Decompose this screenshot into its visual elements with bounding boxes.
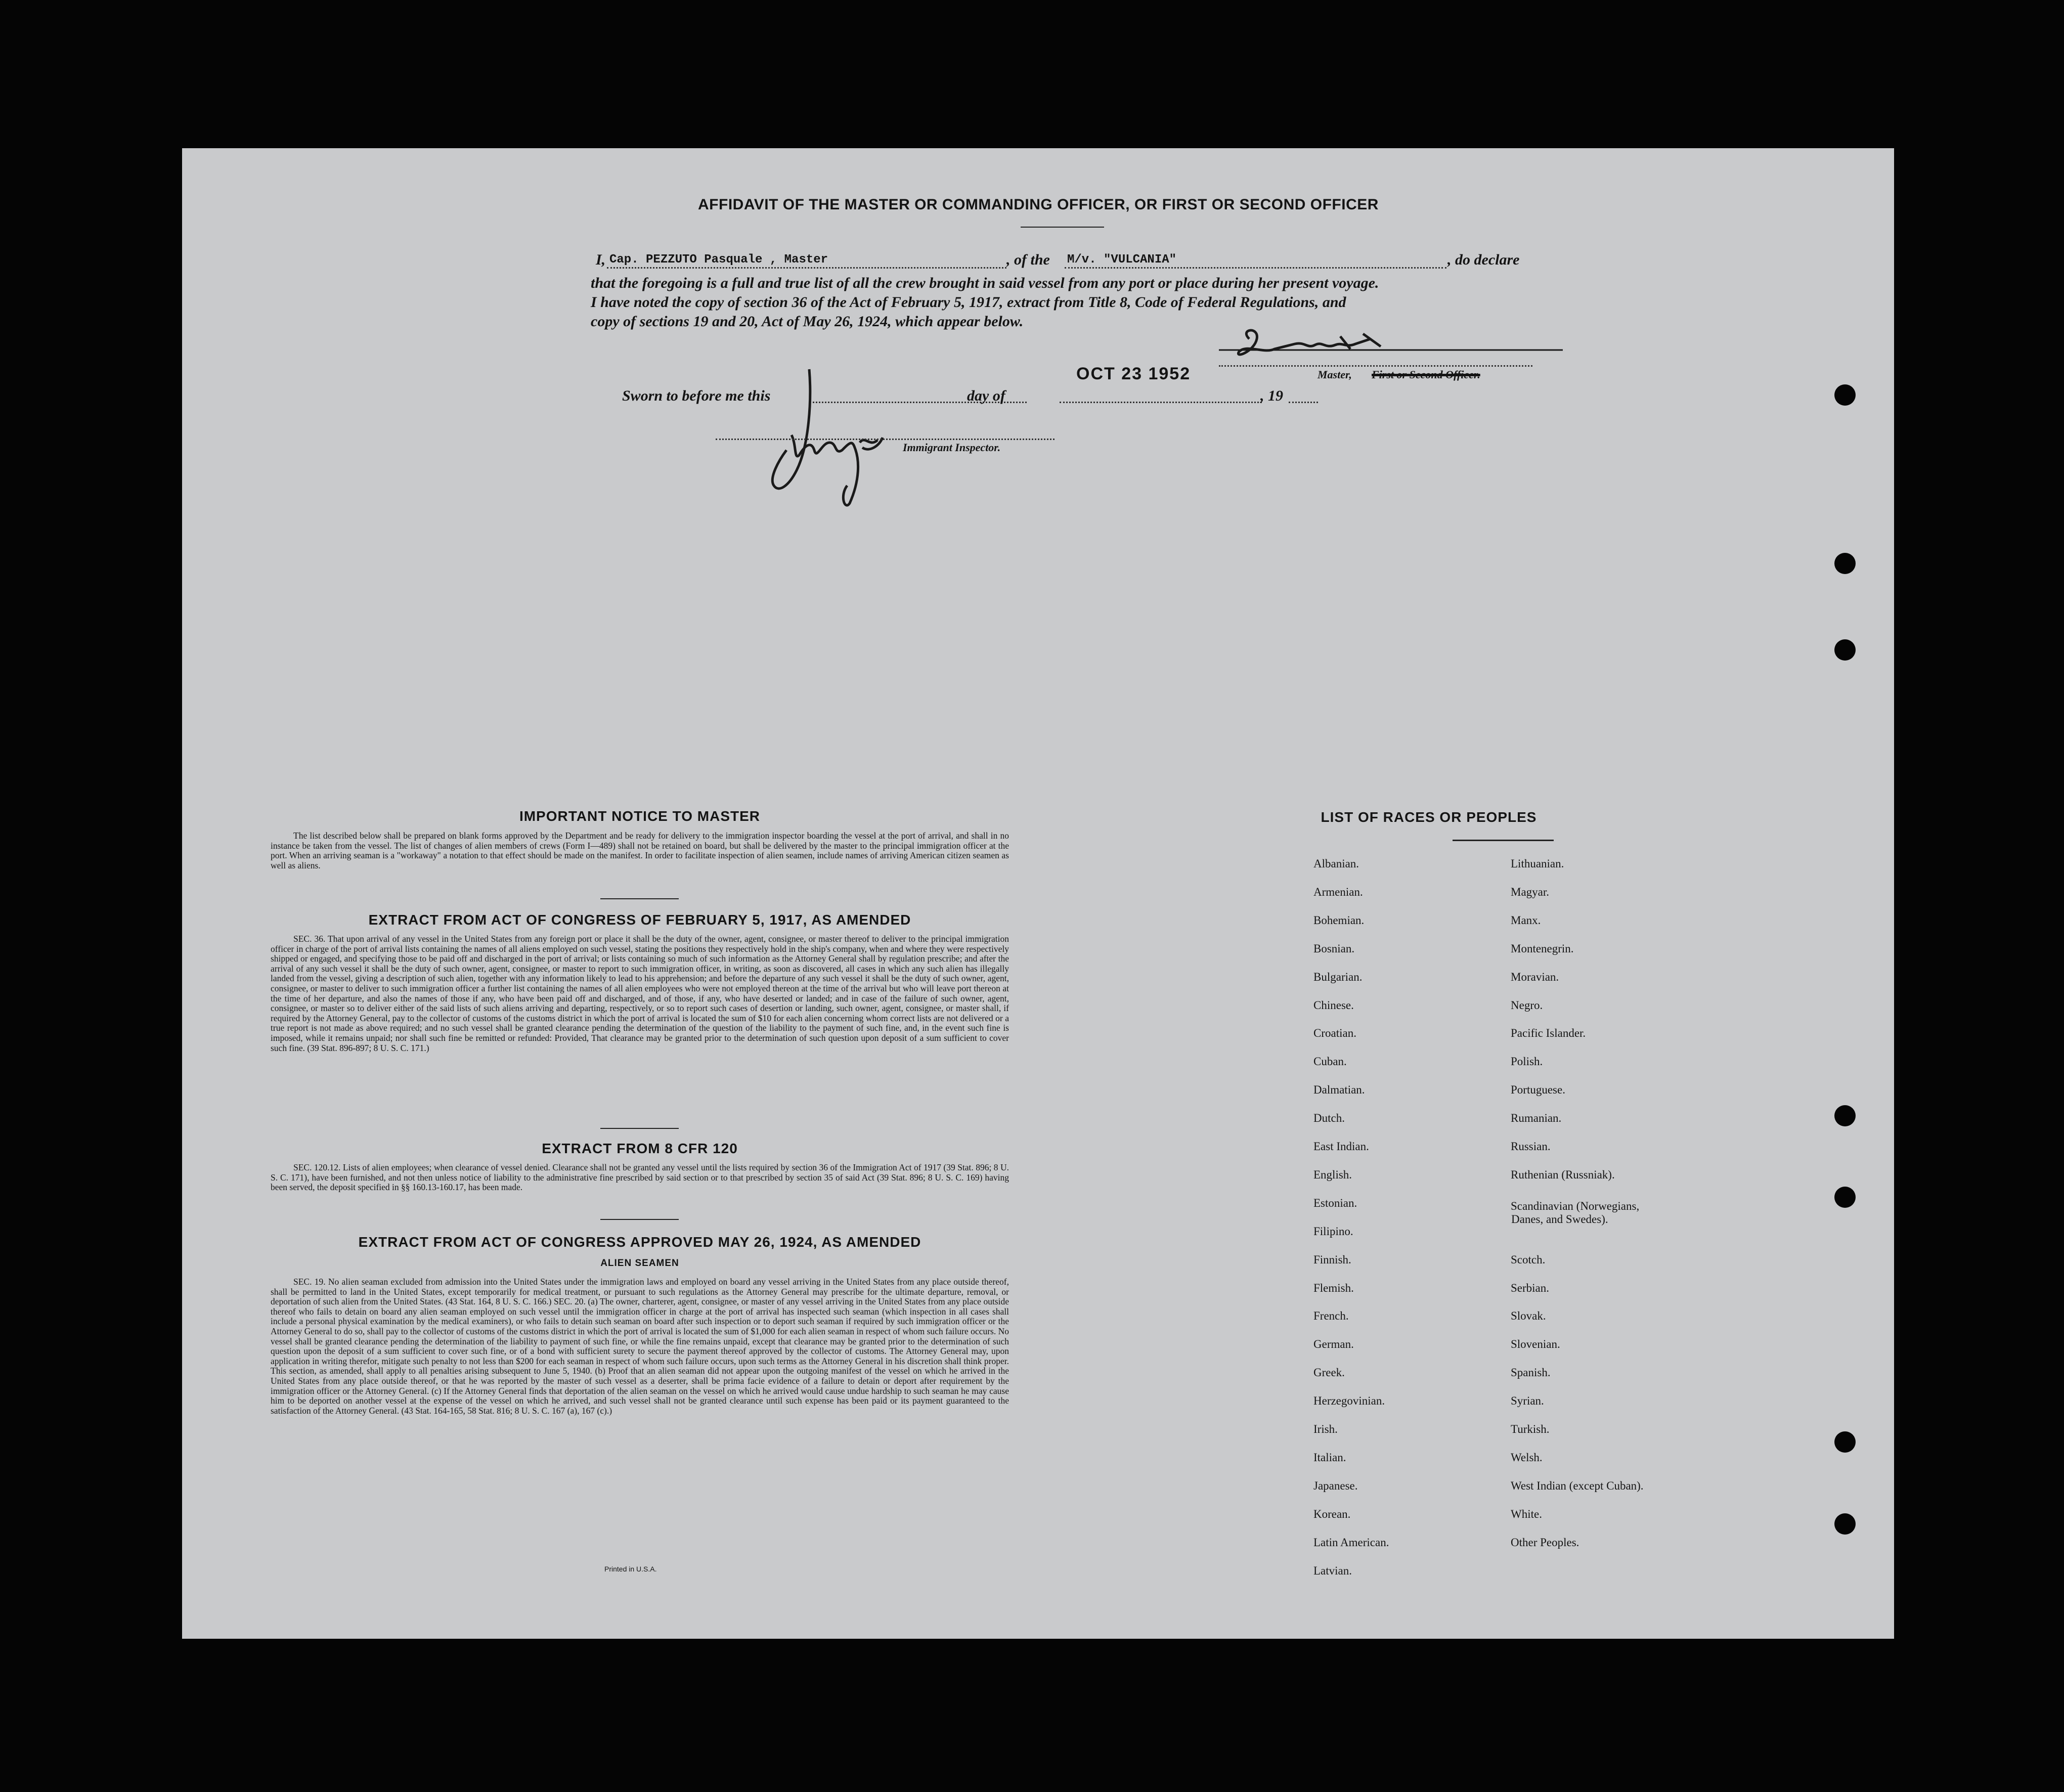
binder-hole — [1834, 553, 1856, 574]
race-item: Syrian. — [1511, 1394, 1544, 1408]
race-item: Chinese. — [1313, 998, 1354, 1012]
race-item: Welsh. — [1511, 1451, 1543, 1464]
race-item: Portuguese. — [1511, 1083, 1565, 1097]
vessel-name-field: M/v. "VULCANIA" — [1067, 253, 1177, 267]
race-item: Pacific Islander. — [1511, 1027, 1586, 1040]
race-item: Finnish. — [1313, 1253, 1351, 1266]
notice-text: The list described below shall be prepared on blank forms approved by the Department and be ready for delivery to the immigration inspector boarding the vessel at the port of arrival, and shall in no instance be taken from the vessel. The list of changes of alien members of crews (Form I—489) shall not be retained on board, but shall be delivered by the master to the principal immigration officer at the port. When an arriving seaman is a "workaway" a notation to that effect should be made on the manifest. In order to facilitate inspection of alien seamen, include names of arriving American citizen seamen as well as aliens. — [271, 831, 1009, 870]
affidavit-line-2: that the foregoing is a full and true list of all the crew brought in said vessel from any port or place during her present voyage. — [591, 275, 1379, 291]
race-item: Bosnian. — [1313, 942, 1355, 955]
race-item: Croatian. — [1313, 1027, 1356, 1040]
race-item: Latvian. — [1313, 1564, 1352, 1577]
extract-1924-heading: EXTRACT FROM ACT OF CONGRESS APPROVED MAY 26, 1924, AS AMENDED — [358, 1234, 921, 1250]
race-item: Latin American. — [1313, 1536, 1389, 1549]
binder-hole — [1834, 1105, 1856, 1126]
race-item: Negro. — [1511, 998, 1543, 1012]
race-item: Montenegrin. — [1511, 942, 1574, 955]
affidavit-prefix: I, — [596, 251, 606, 268]
master-signature — [1219, 324, 1573, 364]
race-item: East Indian. — [1313, 1140, 1369, 1153]
inspector-signature-line — [716, 439, 1055, 440]
binder-hole — [1834, 1513, 1856, 1535]
printed-in-usa: Printed in U.S.A. — [604, 1565, 657, 1573]
race-item: Cuban. — [1313, 1055, 1347, 1068]
race-item: Herzegovinian. — [1313, 1394, 1385, 1408]
race-item: Ruthenian (Russniak). — [1511, 1168, 1615, 1181]
extract-cfr-heading: EXTRACT FROM 8 CFR 120 — [542, 1141, 738, 1156]
race-item: Dutch. — [1313, 1112, 1345, 1125]
extract-cfr-text: SEC. 120.12. Lists of alien employees; when clearance of vessel denied. Clearance shall not be granted any vessel until the lists required by section 36 of the Immigration Act of 1917 (39 Stat. 896; 8 U. S. C. 171), have been furnished, and not then unless notice of liability to the administrative fine prescribed by said section or to that prescribed by section 35 of said Act (39 Stat. 896; 8 U. S. C. 169) having been served, the deposit specified in §§ 160.13-160.17, has been made. — [271, 1162, 1009, 1193]
affidavit-line-4: copy of sections 19 and 20, Act of May 26, 1924, which appear below. — [591, 313, 1024, 330]
race-item: Bulgarian. — [1313, 970, 1363, 983]
race-item: Turkish. — [1511, 1423, 1550, 1435]
race-item: German. — [1313, 1338, 1354, 1351]
notice-rule — [600, 898, 679, 899]
race-item: Armenian. — [1313, 885, 1363, 898]
race-item: Rumanian. — [1511, 1112, 1562, 1125]
race-item: Greek. — [1313, 1366, 1345, 1379]
binder-hole — [1834, 1187, 1856, 1208]
races-rule — [1453, 840, 1554, 841]
extract-1917-rule — [600, 1128, 679, 1129]
race-item: Albanian. — [1313, 857, 1359, 870]
affidavit-line-3: I have noted the copy of section 36 of the Act of February 5, 1917, extract from Title 8, Code of Federal Regulations, and — [591, 294, 1346, 311]
master-signature-line — [1219, 365, 1532, 367]
of-the-text: , of the — [1006, 251, 1050, 268]
title-rule — [1021, 227, 1104, 228]
binder-hole — [1834, 639, 1856, 661]
day-of-text: day of — [967, 387, 1005, 404]
struck-officer-caption: First or Second Officer. — [1372, 368, 1480, 381]
master-name-line — [607, 267, 1006, 269]
inspector-signature — [708, 359, 900, 516]
binder-hole — [1834, 1431, 1856, 1453]
race-item: Italian. — [1313, 1451, 1346, 1464]
race-item: Polish. — [1511, 1055, 1543, 1068]
race-item: Magyar. — [1511, 885, 1550, 898]
race-item: Estonian. — [1313, 1196, 1357, 1209]
race-item: Serbian. — [1511, 1281, 1550, 1294]
vessel-name-line — [1065, 267, 1446, 269]
race-item: French. — [1313, 1309, 1349, 1323]
race-item: Other Peoples. — [1511, 1536, 1579, 1549]
affidavit-title: AFFIDAVIT OF THE MASTER OR COMMANDING OFFICER, OR FIRST OR SECOND OFFICER — [698, 196, 1379, 213]
race-item: Filipino. — [1313, 1225, 1353, 1238]
race-item: Scotch. — [1511, 1253, 1546, 1266]
race-item: Slovenian. — [1511, 1338, 1560, 1351]
master-name-field: Cap. PEZZUTO Pasquale , Master — [609, 253, 828, 267]
torn-corner — [1770, 148, 1894, 315]
race-item: Scandinavian (Norwegians, — [1511, 1199, 1640, 1212]
date-stamp: OCT 23 1952 — [1076, 364, 1191, 383]
race-item: Irish. — [1313, 1423, 1338, 1435]
sworn-text: Sworn to before me this — [622, 387, 771, 404]
race-item: Spanish. — [1511, 1366, 1551, 1379]
extract-1924-text: SEC. 19. No alien seaman excluded from admission into the United States under the immigration laws and employed on board any vessel arriving in the United States from any place outside thereof, shall be permitted to land in the United States, except temporarily for medical treatment, or pursuant to such regulations as the Attorney General may prescribe for the ultimate departure, removal, or deportation of such alien from the United States. (43 Stat. 164, 8 U. S. C. 166.) SEC. 20. (a) The owner, charterer, agent, consignee, or master of any vessel arriving in the United States from any place outside thereof who fails to detain on board any alien seaman employed on such vessel until the immigration officer in charge at the port of arrival has inspected such seaman (which inspection in all cases shall include a personal physical examination by the medical examiners), or who fails to detain such seaman on board after such inspection or to deport such seaman if required by such immigration officer or the Attorney General to do so, shall pay to the collector of customs of the customs district in which the port of arrival is located the sum of $1,000 for each alien seaman in respect of whom such failure occurs. No vessel shall be granted clearance pending the determination of the liability to payment of such fine, or while the fine remains unpaid, except that clearance may be granted prior to the determination of such question upon the deposit of a sum sufficient to cover such fine, or of a bond with sufficient surety to secure the payment thereof approved by the collector of customs. The Attorney General may, upon application in writing therefor, mitigate such penalty to not less than $200 for each seaman in respect of whom such failure occurs, upon such terms as the Attorney General in his discretion shall think proper. This section, as amended, shall apply to all penalties arising subsequent to June 5, 1940. (b) Proof that an alien seaman did not appear upon the outgoing manifest of the vessel on which he arrived in the United States from any place outside thereof, or that he was reported by the master of such vessel as a deserter, shall be prima facie evidence of a failure to detain or deport after requirement by the immigration officer or the Attorney General. (c) If the Attorney General finds that deportation of the alien seaman on the vessel on which he arrived would cause undue hardship to such seaman he may cause him to be deported on another vessel at the expense of the vessel on which he arrived, and such vessel shall not be granted clearance until such expense has been paid or its payment guaranteed to the satisfaction of the Attorney General. (43 Stat. 164-165, 58 Stat. 816; 8 U. S. C. 167 (a), 167 (c).) — [271, 1277, 1009, 1416]
race-item: Bohemian. — [1313, 913, 1365, 927]
year-text: , 19 — [1260, 387, 1283, 404]
race-item: Korean. — [1313, 1507, 1351, 1520]
race-item: Russian. — [1511, 1140, 1551, 1153]
master-caption: Master, — [1318, 368, 1352, 381]
notice-heading: IMPORTANT NOTICE TO MASTER — [519, 808, 761, 824]
race-item: Moravian. — [1511, 970, 1559, 983]
race-item: Manx. — [1511, 913, 1541, 927]
extract-1917-heading: EXTRACT FROM ACT OF CONGRESS OF FEBRUARY 5, 1917, AS AMENDED — [368, 912, 911, 928]
race-item: West Indian (except Cuban). — [1511, 1479, 1644, 1492]
inspector-caption: Immigrant Inspector. — [903, 441, 1001, 454]
race-item: Dalmatian. — [1313, 1083, 1365, 1097]
race-item: Japanese. — [1313, 1479, 1358, 1492]
race-item: Flemish. — [1313, 1281, 1354, 1294]
extract-cfr-rule — [600, 1219, 679, 1220]
alien-seamen-subheading: ALIEN SEAMEN — [600, 1258, 679, 1269]
race-item: English. — [1313, 1168, 1352, 1181]
binder-hole — [1834, 384, 1856, 406]
race-item: Slovak. — [1511, 1309, 1546, 1323]
do-declare-text: , do declare — [1447, 251, 1520, 268]
sworn-month-line — [1060, 402, 1262, 403]
race-item: White. — [1511, 1507, 1542, 1520]
year-line — [1289, 402, 1318, 403]
extract-1917-text: SEC. 36. That upon arrival of any vessel in the United States from any foreign port or place it shall be the duty of the owner, agent, consignee, or master thereof to deliver to the principal immigration officer in charge of the port of arrival lists containing the names of all aliens employed on such vessel, stating the positions they respectively hold in the ship's company, when and where they were respectively shipped or engaged, and specifying those to be paid off and discharged in the port of arrival; or lists containing so much of such information as the Attorney General shall by regulation prescribe; and after the arrival of any such vessel it shall be the duty of such owner, agent, consignee, or master to report to such immigration officer, in writing, as soon as discovered, all cases in which any such alien has illegally landed from the vessel, giving a description of such alien, together with any information likely to lead to his apprehension; and before the departure of any such vessel it shall be the duty of such owner, agent, consignee, or master to deliver to such immigration officer a further list containing the names of all alien employees who were not employed thereon at the time of the arrival but who will leave port thereon at the time of her departure, and also the names of those if any, who have been paid off and discharged, and of those, if any, who have deserted or landed; and in case of the failure of such owner, agent, consignee, or master so to deliver either of the said lists of such aliens arriving and departing, respectively, or so to report such cases of desertion or landing, such owner, agent, consignee, or master shall, if required by the Attorney General, pay to the collector of customs of the customs district in which the port of arrival is located the sum of $10 for each alien concerning whom correct lists are not delivered or a true report is not made as above required; and no such vessel shall be granted clearance pending the determination of the question of the liability to the payment of such fine, and, in the event such fine is imposed, while it remains unpaid; nor shall such fine be remitted or refunded: Provided, That clearance may be granted prior to the determination of such question upon deposit of a sum sufficient to cover such fine. (39 Stat. 896-897; 8 U. S. C. 171.) — [271, 934, 1009, 1053]
race-item: Lithuanian. — [1511, 857, 1564, 870]
races-heading: LIST OF RACES OR PEOPLES — [1321, 809, 1537, 825]
race-item: Danes, and Swedes). — [1511, 1212, 1608, 1226]
